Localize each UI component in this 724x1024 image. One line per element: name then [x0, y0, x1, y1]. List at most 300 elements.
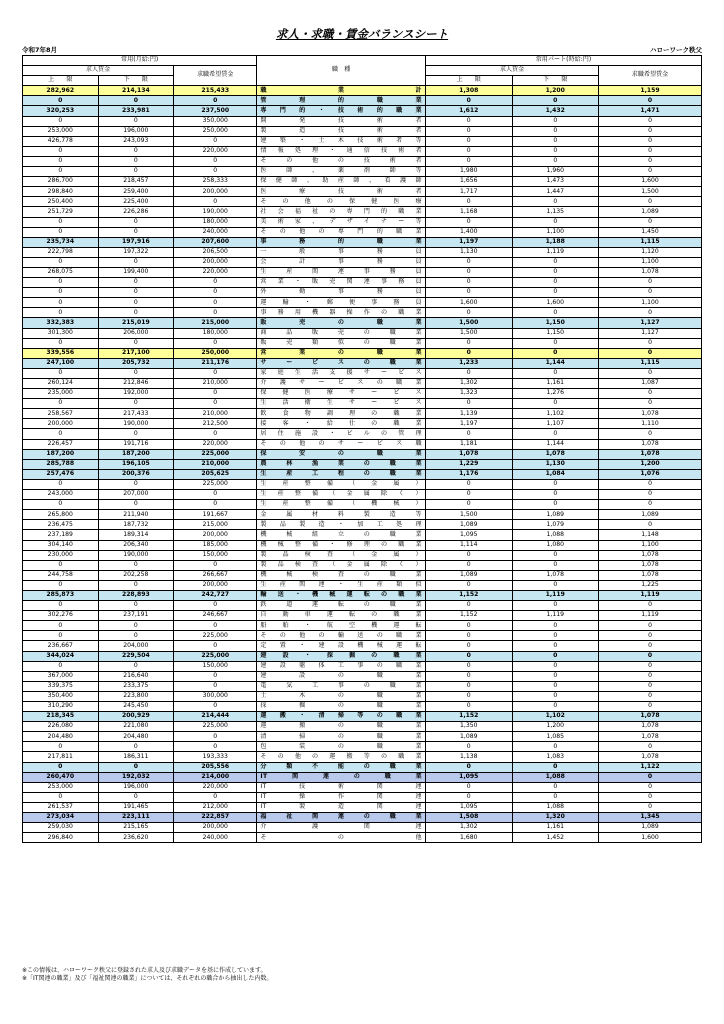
ft-seek-wage-cell: 266,667: [174, 570, 257, 580]
occupation-name-cell: 土木の職業: [257, 691, 426, 701]
pt-seek-wage-cell: 1,600: [599, 833, 702, 843]
parttime-header: 常用パート(時給:円): [425, 56, 701, 66]
ft-upper-wage-cell: 0: [23, 661, 99, 671]
ft-lower-wage-cell: 0: [98, 479, 174, 489]
pt-upper-wage-cell: 0: [425, 399, 512, 409]
occupation-name-cell: IT操作関連: [257, 792, 426, 802]
occupation-name-cell: IT関連の職業: [257, 772, 426, 782]
occupation-name-cell: 医療技術者: [257, 187, 426, 197]
pt-seek-wage-cell: 1,078: [599, 439, 702, 449]
occupation-name-cell: 生活衛生サービス: [257, 399, 426, 409]
pt-lower-wage-cell: 0: [512, 691, 599, 701]
table-row: [23, 469, 702, 479]
ft-upper-wage-cell: 285,873: [23, 590, 99, 600]
occupation-name-cell: 運搬の職業: [257, 722, 426, 732]
occupation-name-cell: 保健師、助産師、看護師: [257, 177, 426, 187]
ft-upper-wage-cell: 0: [23, 298, 99, 308]
ft-seek-wage-cell: 0: [174, 197, 257, 207]
pt-upper-wage-cell: 1,500: [425, 318, 512, 328]
ft-upper-wage-cell: 0: [23, 278, 99, 288]
pt-lower-wage-cell: 0: [512, 288, 599, 298]
occupation-name-cell: 販売類似の職業: [257, 338, 426, 348]
ft-lower-wage-cell: 0: [98, 308, 174, 318]
pt-lower-wage-cell: 0: [512, 197, 599, 207]
table-row: [23, 641, 702, 651]
pt-seek-wage-cell: 1,078: [599, 267, 702, 277]
occupation-name-cell: 美術家、デザイナー等: [257, 217, 426, 227]
ft-offer-wage-header: 求人賃金: [23, 66, 174, 76]
pt-upper-wage-cell: 0: [425, 500, 512, 510]
pt-upper-wage-cell: 0: [425, 146, 512, 156]
ft-seek-wage-cell: 200,000: [174, 823, 257, 833]
pt-lower-wage-cell: 1,102: [512, 712, 599, 722]
pt-upper-wage-cell: 0: [425, 288, 512, 298]
ft-upper-wage-cell: 0: [23, 96, 99, 106]
ft-lower-wage-cell: 199,400: [98, 267, 174, 277]
ft-upper-wage-cell: 0: [23, 429, 99, 439]
pt-lower-wage-cell: 0: [512, 490, 599, 500]
table-row: [23, 691, 702, 701]
pt-lower-wage-cell: 0: [512, 146, 599, 156]
occupation-name-cell: 管理的職業: [257, 96, 426, 106]
ft-lower-wage-cell: 215,165: [98, 823, 174, 833]
ft-lower-wage-cell: 0: [98, 116, 174, 126]
ft-upper-wage-cell: 282,962: [23, 86, 99, 96]
ft-seek-wage-cell: 0: [174, 429, 257, 439]
pt-seek-wage-cell: 0: [599, 661, 702, 671]
pt-lower-wage-cell: 1,161: [512, 379, 599, 389]
table-row: [23, 207, 702, 217]
ft-seek-wage-cell: 220,000: [174, 782, 257, 792]
pt-seek-wage-cell: 0: [599, 217, 702, 227]
occupation-name-cell: 居住施設・ビルの管理: [257, 429, 426, 439]
pt-seek-wage-cell: 0: [599, 691, 702, 701]
ft-lower-wage-cell: 204,000: [98, 641, 174, 651]
pt-seek-wage-cell: 0: [599, 641, 702, 651]
ft-seek-wage-cell: 0: [174, 742, 257, 752]
pt-upper-wage-cell: 0: [425, 550, 512, 560]
ft-lower-wage-cell: 0: [98, 399, 174, 409]
pt-lower-wage-cell: 1,088: [512, 802, 599, 812]
ft-lower-wage-cell: 196,000: [98, 782, 174, 792]
pt-lower-wage-cell: 0: [512, 126, 599, 136]
pt-upper-wage-cell: 1,717: [425, 187, 512, 197]
ft-upper-wage-cell: 226,080: [23, 722, 99, 732]
pt-seek-wage-cell: 1,115: [599, 237, 702, 247]
pt-seek-wage-cell: 0: [599, 742, 702, 752]
pt-upper-wage-cell: 1,302: [425, 823, 512, 833]
pt-seek-wage-header: 求職希望賃金: [599, 66, 702, 86]
occupation-name-cell: 医師、薬剤師等: [257, 167, 426, 177]
ft-lower-wage-cell: 0: [98, 227, 174, 237]
table-row: [23, 358, 702, 368]
pt-lower-wage-cell: 1,088: [512, 772, 599, 782]
table-row: [23, 792, 702, 802]
ft-seek-wage-cell: 180,000: [174, 328, 257, 338]
table-row: [23, 187, 702, 197]
pt-upper-wage-cell: 0: [425, 267, 512, 277]
ft-lower-wage-cell: 196,000: [98, 126, 174, 136]
occupation-name-cell: 営業の職業: [257, 348, 426, 358]
pt-lower-wage-cell: 0: [512, 500, 599, 510]
pt-lower-wage-cell: 1,144: [512, 439, 599, 449]
page-title: 求人・求職・賃金バランスシート: [275, 27, 449, 41]
pt-upper-wage-cell: 0: [425, 278, 512, 288]
ft-seek-wage-cell: 200,000: [174, 187, 257, 197]
pt-upper-wage-cell: 1,138: [425, 752, 512, 762]
pt-seek-wage-cell: 0: [599, 520, 702, 530]
pt-seek-wage-cell: 1,089: [599, 207, 702, 217]
table-row: [23, 106, 702, 116]
ft-seek-wage-cell: 185,000: [174, 540, 257, 550]
pt-lower-wage-cell: 0: [512, 550, 599, 560]
pt-upper-wage-cell: 1,168: [425, 207, 512, 217]
ft-seek-wage-cell: 0: [174, 167, 257, 177]
ft-upper-wage-cell: 426,778: [23, 136, 99, 146]
pt-upper-wage-cell: 1,139: [425, 409, 512, 419]
pt-upper-wage-cell: 0: [425, 792, 512, 802]
ft-upper-wage-cell: 0: [23, 146, 99, 156]
pt-seek-wage-cell: 0: [599, 479, 702, 489]
ft-seek-wage-cell: 191,667: [174, 510, 257, 520]
ft-seek-wage-cell: 0: [174, 338, 257, 348]
pt-upper-wage-cell: 0: [425, 661, 512, 671]
pt-lower-wage-cell: 1,150: [512, 318, 599, 328]
table-row: [23, 177, 702, 187]
ft-lower-wage-cell: 233,981: [98, 106, 174, 116]
table-row: [23, 772, 702, 782]
pt-lower-wage-cell: 1,119: [512, 247, 599, 257]
ft-lower-wage-cell: 218,457: [98, 177, 174, 187]
occupation-name-cell: その他: [257, 833, 426, 843]
pt-upper-wage-cell: 0: [425, 368, 512, 378]
ft-lower-wage-cell: 191,465: [98, 802, 174, 812]
ft-upper-wage-cell: 243,000: [23, 490, 99, 500]
table-row: [23, 762, 702, 772]
occupation-name-cell: 製品検査（金属）: [257, 550, 426, 560]
pt-lower-wage-cell: 0: [512, 681, 599, 691]
pt-seek-wage-cell: 0: [599, 681, 702, 691]
pt-seek-wage-cell: 1,089: [599, 510, 702, 520]
pt-seek-wage-cell: 1,100: [599, 540, 702, 550]
ft-upper-wage-cell: 350,400: [23, 691, 99, 701]
pt-lower-wage-cell: 0: [512, 399, 599, 409]
pt-upper-wage-cell: 0: [425, 651, 512, 661]
table-row: [23, 338, 702, 348]
pt-upper-wage-cell: 1,350: [425, 722, 512, 732]
ft-lower-wage-cell: 0: [98, 278, 174, 288]
occupation-name-cell: 福祉関連の職業: [257, 813, 426, 823]
pt-seek-wage-cell: 1,078: [599, 752, 702, 762]
pt-upper-wage-cell: 0: [425, 217, 512, 227]
ft-seek-wage-cell: 207,600: [174, 237, 257, 247]
table-row: [23, 590, 702, 600]
pt-upper-wage-cell: 0: [425, 671, 512, 681]
ft-seek-wage-cell: 214,444: [174, 712, 257, 722]
ft-upper-wage-cell: 0: [23, 156, 99, 166]
ft-seek-wage-cell: 193,333: [174, 752, 257, 762]
ft-lower-wage-cell: 204,480: [98, 732, 174, 742]
ft-seek-wage-cell: 0: [174, 500, 257, 510]
table-row: [23, 379, 702, 389]
ft-lower-wage-cell: 0: [98, 217, 174, 227]
occupation-name-cell: 事務的職業: [257, 237, 426, 247]
pt-upper-wage-cell: 1,980: [425, 167, 512, 177]
pt-upper-wage-cell: 1,500: [425, 328, 512, 338]
occupation-name-cell: その他のサービス職: [257, 439, 426, 449]
pt-upper-wage-cell: 0: [425, 197, 512, 207]
pt-lower-wage-cell: 0: [512, 96, 599, 106]
office-name: ハローワーク秩父: [650, 46, 702, 54]
pt-seek-wage-cell: 0: [599, 126, 702, 136]
ft-lower-wage-cell: 0: [98, 742, 174, 752]
ft-seek-wage-cell: 240,000: [174, 227, 257, 237]
ft-lower-wage-cell: 186,311: [98, 752, 174, 762]
pt-lower-wage-cell: 0: [512, 116, 599, 126]
ft-lower-wage-cell: 259,400: [98, 187, 174, 197]
ft-seek-wage-cell: 246,667: [174, 611, 257, 621]
ft-upper-wage-cell: 251,729: [23, 207, 99, 217]
fulltime-header: 常用(月給:円): [23, 56, 257, 66]
pt-lower-wage-cell: 1,200: [512, 86, 599, 96]
balance-table: [22, 55, 702, 843]
pt-lower-wage-cell: 0: [512, 257, 599, 267]
pt-lower-wage-cell: 1,161: [512, 823, 599, 833]
pt-seek-wage-cell: 1,078: [599, 712, 702, 722]
occupation-name-cell: 機械組立の職業: [257, 530, 426, 540]
pt-upper-wage-cell: 0: [425, 762, 512, 772]
pt-seek-wage-cell: 0: [599, 792, 702, 802]
ft-lower-wage-cell: 215,019: [98, 318, 174, 328]
pt-lower-wage-cell: 1,960: [512, 167, 599, 177]
ft-lower-wage-cell: 0: [98, 601, 174, 611]
pt-seek-wage-cell: 1,600: [599, 177, 702, 187]
ft-seek-wage-cell: 0: [174, 560, 257, 570]
occupation-name-cell: 飲食物調理の職業: [257, 409, 426, 419]
ft-lower-wage-cell: 191,716: [98, 439, 174, 449]
ft-upper-wage-cell: 367,000: [23, 671, 99, 681]
pt-lower-wage-cell: 0: [512, 792, 599, 802]
ft-upper-wage-cell: 0: [23, 742, 99, 752]
ft-seek-wage-cell: 0: [174, 702, 257, 712]
ft-seek-wage-cell: 150,000: [174, 661, 257, 671]
table-row: [23, 782, 702, 792]
occupation-name-cell: 自動車運転の職業: [257, 611, 426, 621]
table-row: [23, 530, 702, 540]
occupation-name-cell: 専門的・技術的職業: [257, 106, 426, 116]
table-row: [23, 389, 702, 399]
ft-upper-wage-cell: 332,383: [23, 318, 99, 328]
pt-upper-wage-cell: 1,612: [425, 106, 512, 116]
ft-seek-wage-cell: 0: [174, 792, 257, 802]
table-row: [23, 86, 702, 96]
pt-lower-wage-cell: 0: [512, 348, 599, 358]
pt-upper-wage-cell: 0: [425, 560, 512, 570]
pt-lower-wage-cell: 1,100: [512, 227, 599, 237]
pt-upper-wage-cell: 1,500: [425, 510, 512, 520]
pt-seek-wage-cell: 0: [599, 96, 702, 106]
occupation-name-cell: 接客・給仕の職業: [257, 419, 426, 429]
ft-upper-wage-cell: 222,798: [23, 247, 99, 257]
pt-upper-header: 上 限: [425, 76, 512, 86]
pt-seek-wage-cell: 1,119: [599, 611, 702, 621]
pt-seek-wage-cell: 1,078: [599, 409, 702, 419]
occupation-name-cell: 保安の職業: [257, 449, 426, 459]
ft-upper-wage-cell: 253,000: [23, 782, 99, 792]
table-header: [23, 56, 702, 86]
pt-seek-wage-cell: 0: [599, 802, 702, 812]
ft-lower-wage-cell: 228,893: [98, 590, 174, 600]
ft-lower-wage-cell: 187,732: [98, 520, 174, 530]
occupation-name-cell: 金属材料製造等: [257, 510, 426, 520]
occupation-name-cell: 保健医療サービス: [257, 389, 426, 399]
pt-upper-wage-cell: 1,152: [425, 712, 512, 722]
pt-lower-wage-cell: 0: [512, 762, 599, 772]
ft-seek-wage-cell: 0: [174, 136, 257, 146]
pt-seek-wage-cell: 0: [599, 116, 702, 126]
pt-lower-wage-cell: 0: [512, 267, 599, 277]
ft-lower-wage-cell: 190,000: [98, 419, 174, 429]
pt-lower-wage-cell: 0: [512, 278, 599, 288]
table-row: [23, 560, 702, 570]
pt-upper-wage-cell: 0: [425, 96, 512, 106]
ft-seek-wage-cell: 0: [174, 368, 257, 378]
table-row: [23, 681, 702, 691]
occupation-name-cell: その他の専門的職業: [257, 227, 426, 237]
ft-lower-wage-cell: 0: [98, 762, 174, 772]
pt-seek-wage-cell: 0: [599, 308, 702, 318]
pt-upper-wage-cell: 0: [425, 601, 512, 611]
pt-seek-wage-cell: 0: [599, 146, 702, 156]
ft-lower-wage-cell: 0: [98, 96, 174, 106]
ft-seek-wage-cell: 0: [174, 298, 257, 308]
pt-lower-wage-cell: 1,080: [512, 540, 599, 550]
occupation-name-cell: 機械検査の職業: [257, 570, 426, 580]
pt-seek-wage-cell: 1,100: [599, 257, 702, 267]
pt-upper-wage-cell: 1,078: [425, 449, 512, 459]
pt-lower-wage-cell: 1,078: [512, 449, 599, 459]
ft-lower-wage-cell: 0: [98, 560, 174, 570]
ft-upper-wage-cell: 0: [23, 762, 99, 772]
pt-seek-wage-cell: 0: [599, 601, 702, 611]
ft-seek-wage-cell: 350,000: [174, 116, 257, 126]
pt-seek-wage-cell: 1,100: [599, 298, 702, 308]
pt-seek-wage-cell: 1,078: [599, 722, 702, 732]
ft-seek-wage-cell: 258,333: [174, 177, 257, 187]
ft-seek-wage-cell: 237,500: [174, 106, 257, 116]
ft-upper-wage-cell: 0: [23, 580, 99, 590]
occupation-name-cell: 農林漁業の職業: [257, 459, 426, 469]
ft-lower-wage-cell: 0: [98, 661, 174, 671]
ft-lower-wage-cell: 0: [98, 288, 174, 298]
table-row: [23, 318, 702, 328]
pt-seek-wage-cell: 0: [599, 651, 702, 661]
pt-upper-wage-cell: 0: [425, 702, 512, 712]
pt-lower-wage-cell: 1,320: [512, 813, 599, 823]
occupation-name-cell: 採掘の職業: [257, 702, 426, 712]
pt-seek-wage-cell: 1,159: [599, 86, 702, 96]
pt-upper-wage-cell: 0: [425, 631, 512, 641]
ft-lower-wage-cell: 217,433: [98, 409, 174, 419]
occupation-name-cell: 開発技術者: [257, 116, 426, 126]
pt-lower-header: 下 限: [512, 76, 599, 86]
ft-lower-wage-cell: 189,314: [98, 530, 174, 540]
ft-lower-wage-cell: 0: [98, 298, 174, 308]
table-row: [23, 328, 702, 338]
ft-seek-wage-cell: 220,000: [174, 146, 257, 156]
pt-lower-wage-cell: 1,473: [512, 177, 599, 187]
pt-lower-wage-cell: 0: [512, 338, 599, 348]
table-row: [23, 368, 702, 378]
table-row: [23, 580, 702, 590]
occupation-name-cell: 包装の職業: [257, 742, 426, 752]
ft-seek-wage-cell: 180,000: [174, 217, 257, 227]
pt-seek-wage-cell: 0: [599, 399, 702, 409]
pt-seek-wage-cell: 1,078: [599, 570, 702, 580]
ft-seek-wage-cell: 215,433: [174, 86, 257, 96]
ft-upper-wage-cell: 0: [23, 288, 99, 298]
ft-upper-wage-cell: 244,758: [23, 570, 99, 580]
pt-upper-wage-cell: 1,095: [425, 802, 512, 812]
ft-seek-wage-cell: 200,000: [174, 580, 257, 590]
pt-upper-wage-cell: 0: [425, 490, 512, 500]
ft-lower-wage-cell: 205,732: [98, 358, 174, 368]
table-row: [23, 146, 702, 156]
pt-upper-wage-cell: 0: [425, 479, 512, 489]
ft-lower-wage-cell: 221,080: [98, 722, 174, 732]
occupation-name-cell: 製品製造・加工処理: [257, 520, 426, 530]
pt-lower-wage-cell: 1,432: [512, 106, 599, 116]
occupation-name-cell: 運輸・郵便事務員: [257, 298, 426, 308]
occupation-name-cell: その他の運搬等の職業: [257, 752, 426, 762]
ft-lower-wage-cell: 243,093: [98, 136, 174, 146]
ft-seek-wage-cell: 0: [174, 288, 257, 298]
pt-upper-wage-cell: 1,323: [425, 389, 512, 399]
ft-seek-wage-cell: 150,000: [174, 550, 257, 560]
occupation-name-cell: 営業・販売関連事務員: [257, 278, 426, 288]
table-row: [23, 459, 702, 469]
ft-upper-wage-cell: 260,470: [23, 772, 99, 782]
table-row: [23, 802, 702, 812]
ft-seek-wage-cell: 205,556: [174, 762, 257, 772]
ft-upper-wage-cell: 218,345: [23, 712, 99, 722]
table-row: [23, 227, 702, 237]
occupation-name-cell: 生産関連・生産類似: [257, 580, 426, 590]
table-row: [23, 570, 702, 580]
table-row: [23, 823, 702, 833]
occupation-name-cell: その他の輸送の職業: [257, 631, 426, 641]
occupation-name-cell: 介護関連: [257, 823, 426, 833]
pt-seek-wage-cell: 0: [599, 631, 702, 641]
pt-seek-wage-cell: 0: [599, 338, 702, 348]
pt-upper-wage-cell: 0: [425, 742, 512, 752]
pt-lower-wage-cell: 1,150: [512, 328, 599, 338]
ft-lower-wage-cell: 0: [98, 631, 174, 641]
ft-seek-wage-cell: 0: [174, 601, 257, 611]
ft-lower-wage-cell: 206,000: [98, 328, 174, 338]
ft-upper-wage-cell: 265,800: [23, 510, 99, 520]
ft-upper-wage-cell: 258,567: [23, 409, 99, 419]
table-row: [23, 833, 702, 843]
table-row: [23, 742, 702, 752]
ft-seek-wage-cell: 215,000: [174, 318, 257, 328]
pt-lower-wage-cell: 1,200: [512, 722, 599, 732]
ft-upper-wage-cell: 285,788: [23, 459, 99, 469]
table-row: [23, 671, 702, 681]
ft-seek-wage-cell: 240,000: [174, 833, 257, 843]
footnotes: [22, 967, 272, 983]
pt-lower-wage-cell: 1,144: [512, 358, 599, 368]
